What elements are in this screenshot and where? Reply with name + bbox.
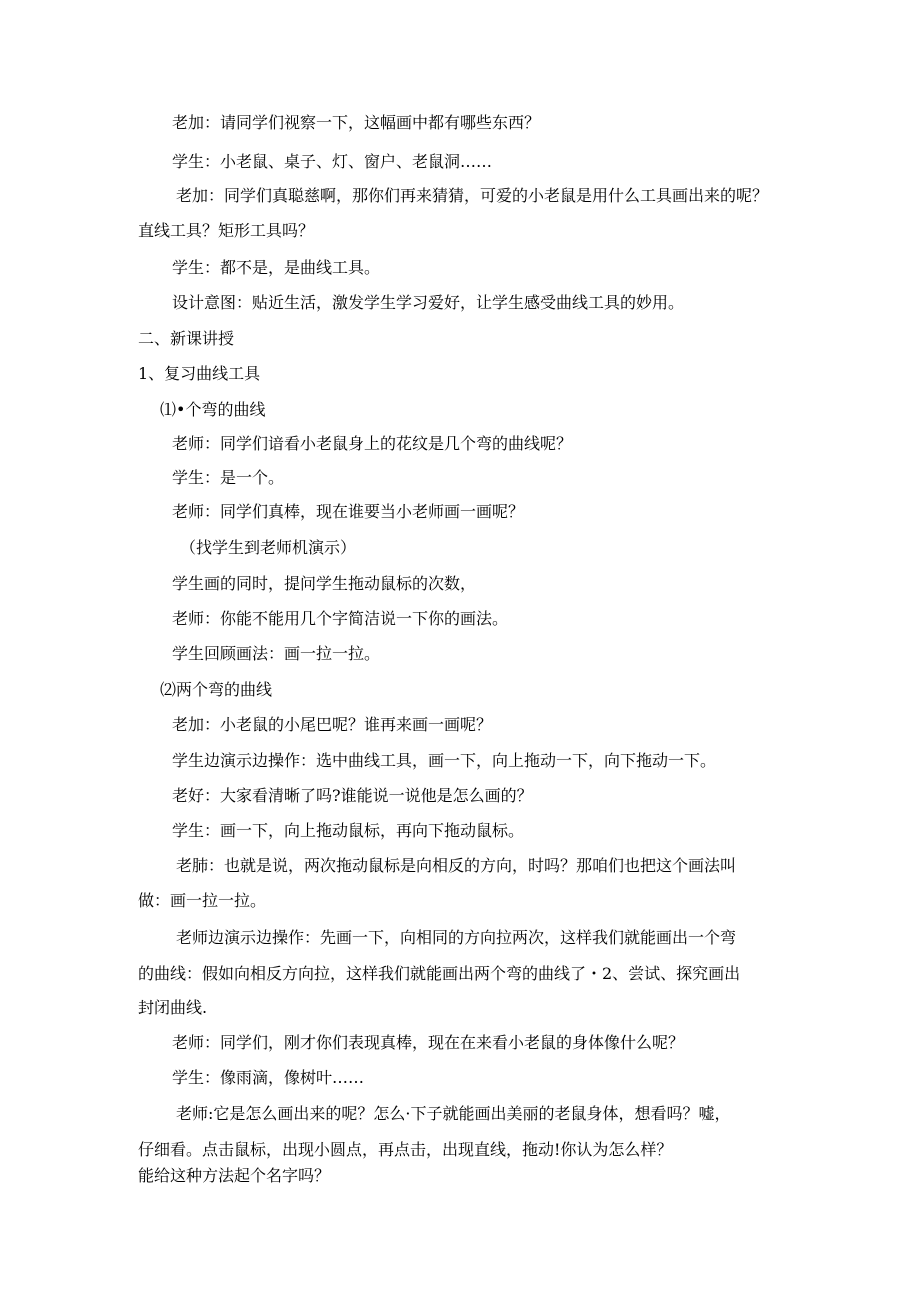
paragraph-line: 学生：像雨滴，像树叶…… [172, 1068, 365, 1087]
section-heading: 二、新课讲授 [138, 329, 235, 348]
paragraph-line: 老加：同学们真聪慈啊，那你们再来猜猜，可爱的小老鼠是用什么工具画出来的呢？ [176, 186, 769, 205]
paragraph-line: 仔细看。点击鼠标，出现小圆点，再点击，出现直线，拖动!你认为怎么样？ [138, 1140, 673, 1159]
paragraph-line: 直线工具？矩形工具吗？ [138, 221, 315, 240]
paragraph-line: 的曲线：假如向相反方向拉，这样我们就能画出两个弯的曲线了・2、尝试、探究画出 [138, 964, 741, 983]
paragraph-line: 老师：同学们真棒，现在谁要当小老师画一画呢？ [172, 502, 525, 521]
paragraph-line: 能给这种方法起个名字吗？ [138, 1166, 331, 1185]
paragraph-line: 老师边演示边操作：先画一下，向相同的方向拉两次，这样我们就能画出一个弯 [176, 928, 737, 947]
paragraph-line: 学生：小老鼠、桌子、灯、窗户、老鼠洞…… [172, 152, 493, 171]
paragraph-line: 学生画的同时，提问学生拖动鼠标的次数， [172, 574, 477, 593]
paragraph-line: 老师:它是怎么画出来的呢？怎么·下子就能画出美丽的老鼠身体，想看吗？嘘， [176, 1104, 731, 1123]
paragraph-line: 老肺：也就是说，两次拖动鼠标是向相反的方向，时吗？那咱们也把这个画法叫 [176, 856, 737, 875]
paragraph-line: 设计意图：贴近生活，激发学生学习爱好，让学生感受曲线工具的妙用。 [172, 293, 685, 312]
subsection-heading: 1、复习曲线工具 [138, 364, 261, 383]
paragraph-line: 学生回顾画法：画一拉一拉。 [172, 644, 381, 663]
paragraph-line: 学生：画一下，向上拖动鼠标，再向下拖动鼠标。 [172, 821, 525, 840]
paragraph-line: 老好：大家看清晰了吗?谁能说一说他是怎么画的？ [172, 786, 533, 805]
subsection-heading: ⑴•个弯的曲线 [160, 400, 266, 419]
subsection-heading: ⑵两个弯的曲线 [160, 680, 273, 699]
paragraph-line: 老加：请同学们视察一下，这幅画中都有哪些东西？ [172, 113, 541, 132]
paragraph-line: 老师：同学们，刚才你们表现真棒，现在在来看小老鼠的身体像什么呢？ [172, 1033, 685, 1052]
paragraph-line: 做：画一拉一拉。 [138, 891, 267, 910]
paragraph-line: 学生边演示边操作：选中曲线工具，画一下，向上拖动一下，向下拖动一下。 [172, 751, 717, 770]
paragraph-line: 老师：你能不能用几个字简洁说一下你的画法。 [172, 609, 509, 628]
paragraph-line: 老加：小老鼠的小尾巴呢？谁再来画一画呢？ [172, 715, 493, 734]
paragraph-line: 封闭曲线. [138, 998, 208, 1017]
paragraph-line: 学生：是一个。 [172, 468, 285, 487]
paragraph-line: （找学生到老师机演示） [180, 538, 357, 557]
paragraph-line: 老师：同学们谙看小老鼠身上的花纹是几个弯的曲线呢？ [172, 434, 573, 453]
paragraph-line: 学生：都不是，是曲线工具。 [172, 258, 381, 277]
